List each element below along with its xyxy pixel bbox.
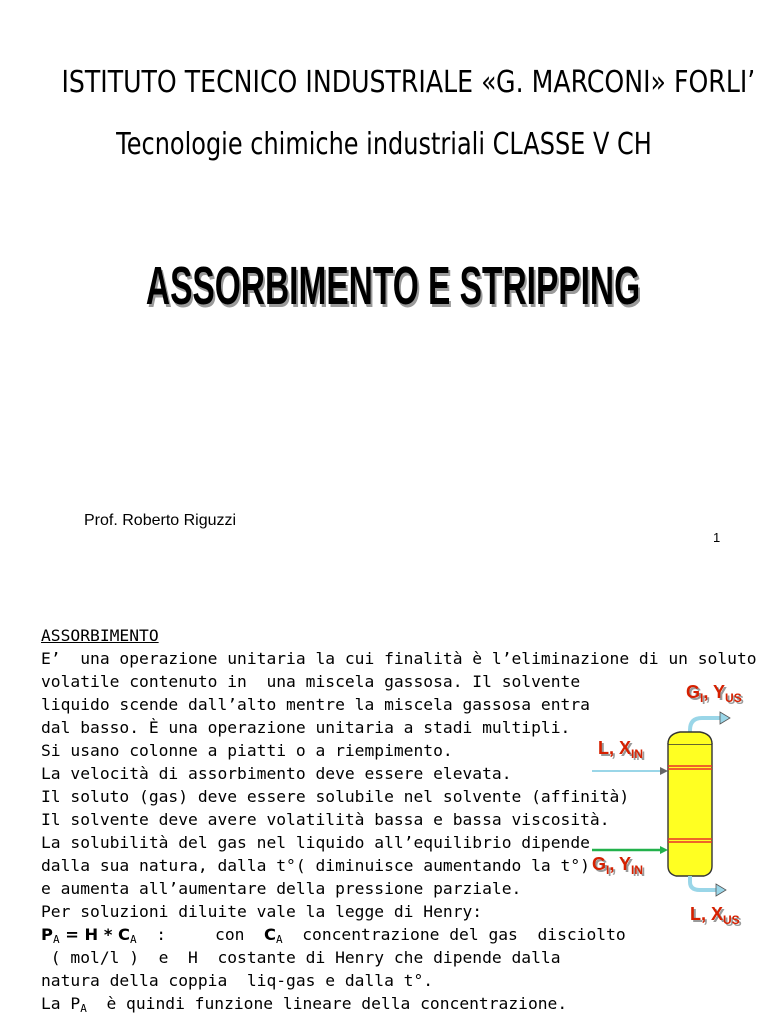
linear-subscript: A [80,1002,87,1015]
body-line: E’ una operazione unitaria la cui finalità è l’eliminazione di un soluto [41,649,757,668]
gas-inlet-sub1: I [606,863,610,877]
henry-p-subscript: A [52,933,60,946]
linear-pre: La P [41,994,81,1013]
henry-text: : con [136,925,265,944]
body-line: Il solvente deve avere volatilità bassa e bassa viscosità. [41,810,610,829]
henry-definition: concentrazione del gas disciolto [282,925,626,944]
content-slide [0,600,768,1024]
henry-c2: C [264,925,276,944]
liquid-inlet-main: L, X [598,738,632,758]
linear-post: è quindi funzione lineare della concentrazione. [86,994,568,1013]
institute-title: ISTITUTO TECNICO INDUSTRIALE «G. MARCONI» FORLI’ [61,65,756,100]
body-line: natura della coppia liq-gas e dalla t°. [41,971,434,990]
column-shell [668,744,712,876]
gas-inlet-main: G [592,854,607,874]
page-number: 1 [713,530,721,545]
gas-outlet-label [686,682,742,703]
henry-c2-subscript: A [275,933,283,946]
body-line: La solubilità del gas nel liquido all’equilibrio dipende [41,833,590,852]
gas-inlet-label [592,854,643,875]
course-subtitle: Tecnologie chimiche industriali CLASSE V CH [116,127,652,162]
gas-outlet-sub1: I [700,691,704,705]
gas-inlet-sub2: IN [631,863,644,877]
presentation-title: ASSORBIMENTO E STRIPPING [145,256,641,316]
henry-c-subscript: A [129,933,137,946]
liquid-inlet-sub: IN [631,747,644,761]
body-line: dal basso. È una operazione unitaria a stadi multipli. [41,718,571,737]
liquid-outlet-label [690,904,740,925]
body-line: liquido scende dall’alto mentre la miscela gassosa entra [41,695,590,714]
liquid-inlet-arrow [660,767,668,775]
henry-law-line [41,923,741,946]
gas-inlet-mid: , Y [609,854,632,874]
body-line: Per soluzioni diluite vale la legge di Henry: [41,902,483,921]
henry-p: P [41,925,53,944]
author-name: Prof. Roberto Riguzzi [84,512,237,529]
body-line: dalla sua natura, dalla t°( diminuisce aumentando la t°) [41,856,590,875]
henry-equation: = H * C [59,925,130,944]
liquid-inlet-label [598,738,643,759]
linear-line [41,992,741,1015]
gas-outlet-main: G [686,682,701,702]
gas-outlet-mid: , Y [703,682,726,702]
absorption-column-diagram [590,682,760,927]
body-line: ( mol/l ) e H costante di Henry che dipende dalla [41,948,561,967]
gas-outlet-arrow [720,712,730,724]
liquid-outlet-main: L, X [690,904,724,924]
body-line: La velocità di assorbimento deve essere elevata. [41,764,512,783]
section-heading: ASSORBIMENTO [41,626,159,645]
liquid-outlet-pipe [690,876,716,890]
column-top-cap [668,732,712,744]
body-line: Si usano colonne a piatti o a riempimento. [41,741,453,760]
gas-outlet-sub2: US [725,691,742,705]
body-line: Il soluto (gas) deve essere solubile nel solvente (affinità) [41,787,630,806]
body-line: volatile contenuto in una miscela gassosa. Il solvente [41,672,581,691]
liquid-outlet-sub: US [723,913,740,927]
body-line: e aumenta all’aumentare della pressione parziale. [41,879,522,898]
gas-inlet-arrow [660,846,668,854]
column-svg [590,682,760,922]
liquid-outlet-arrow [716,884,726,896]
